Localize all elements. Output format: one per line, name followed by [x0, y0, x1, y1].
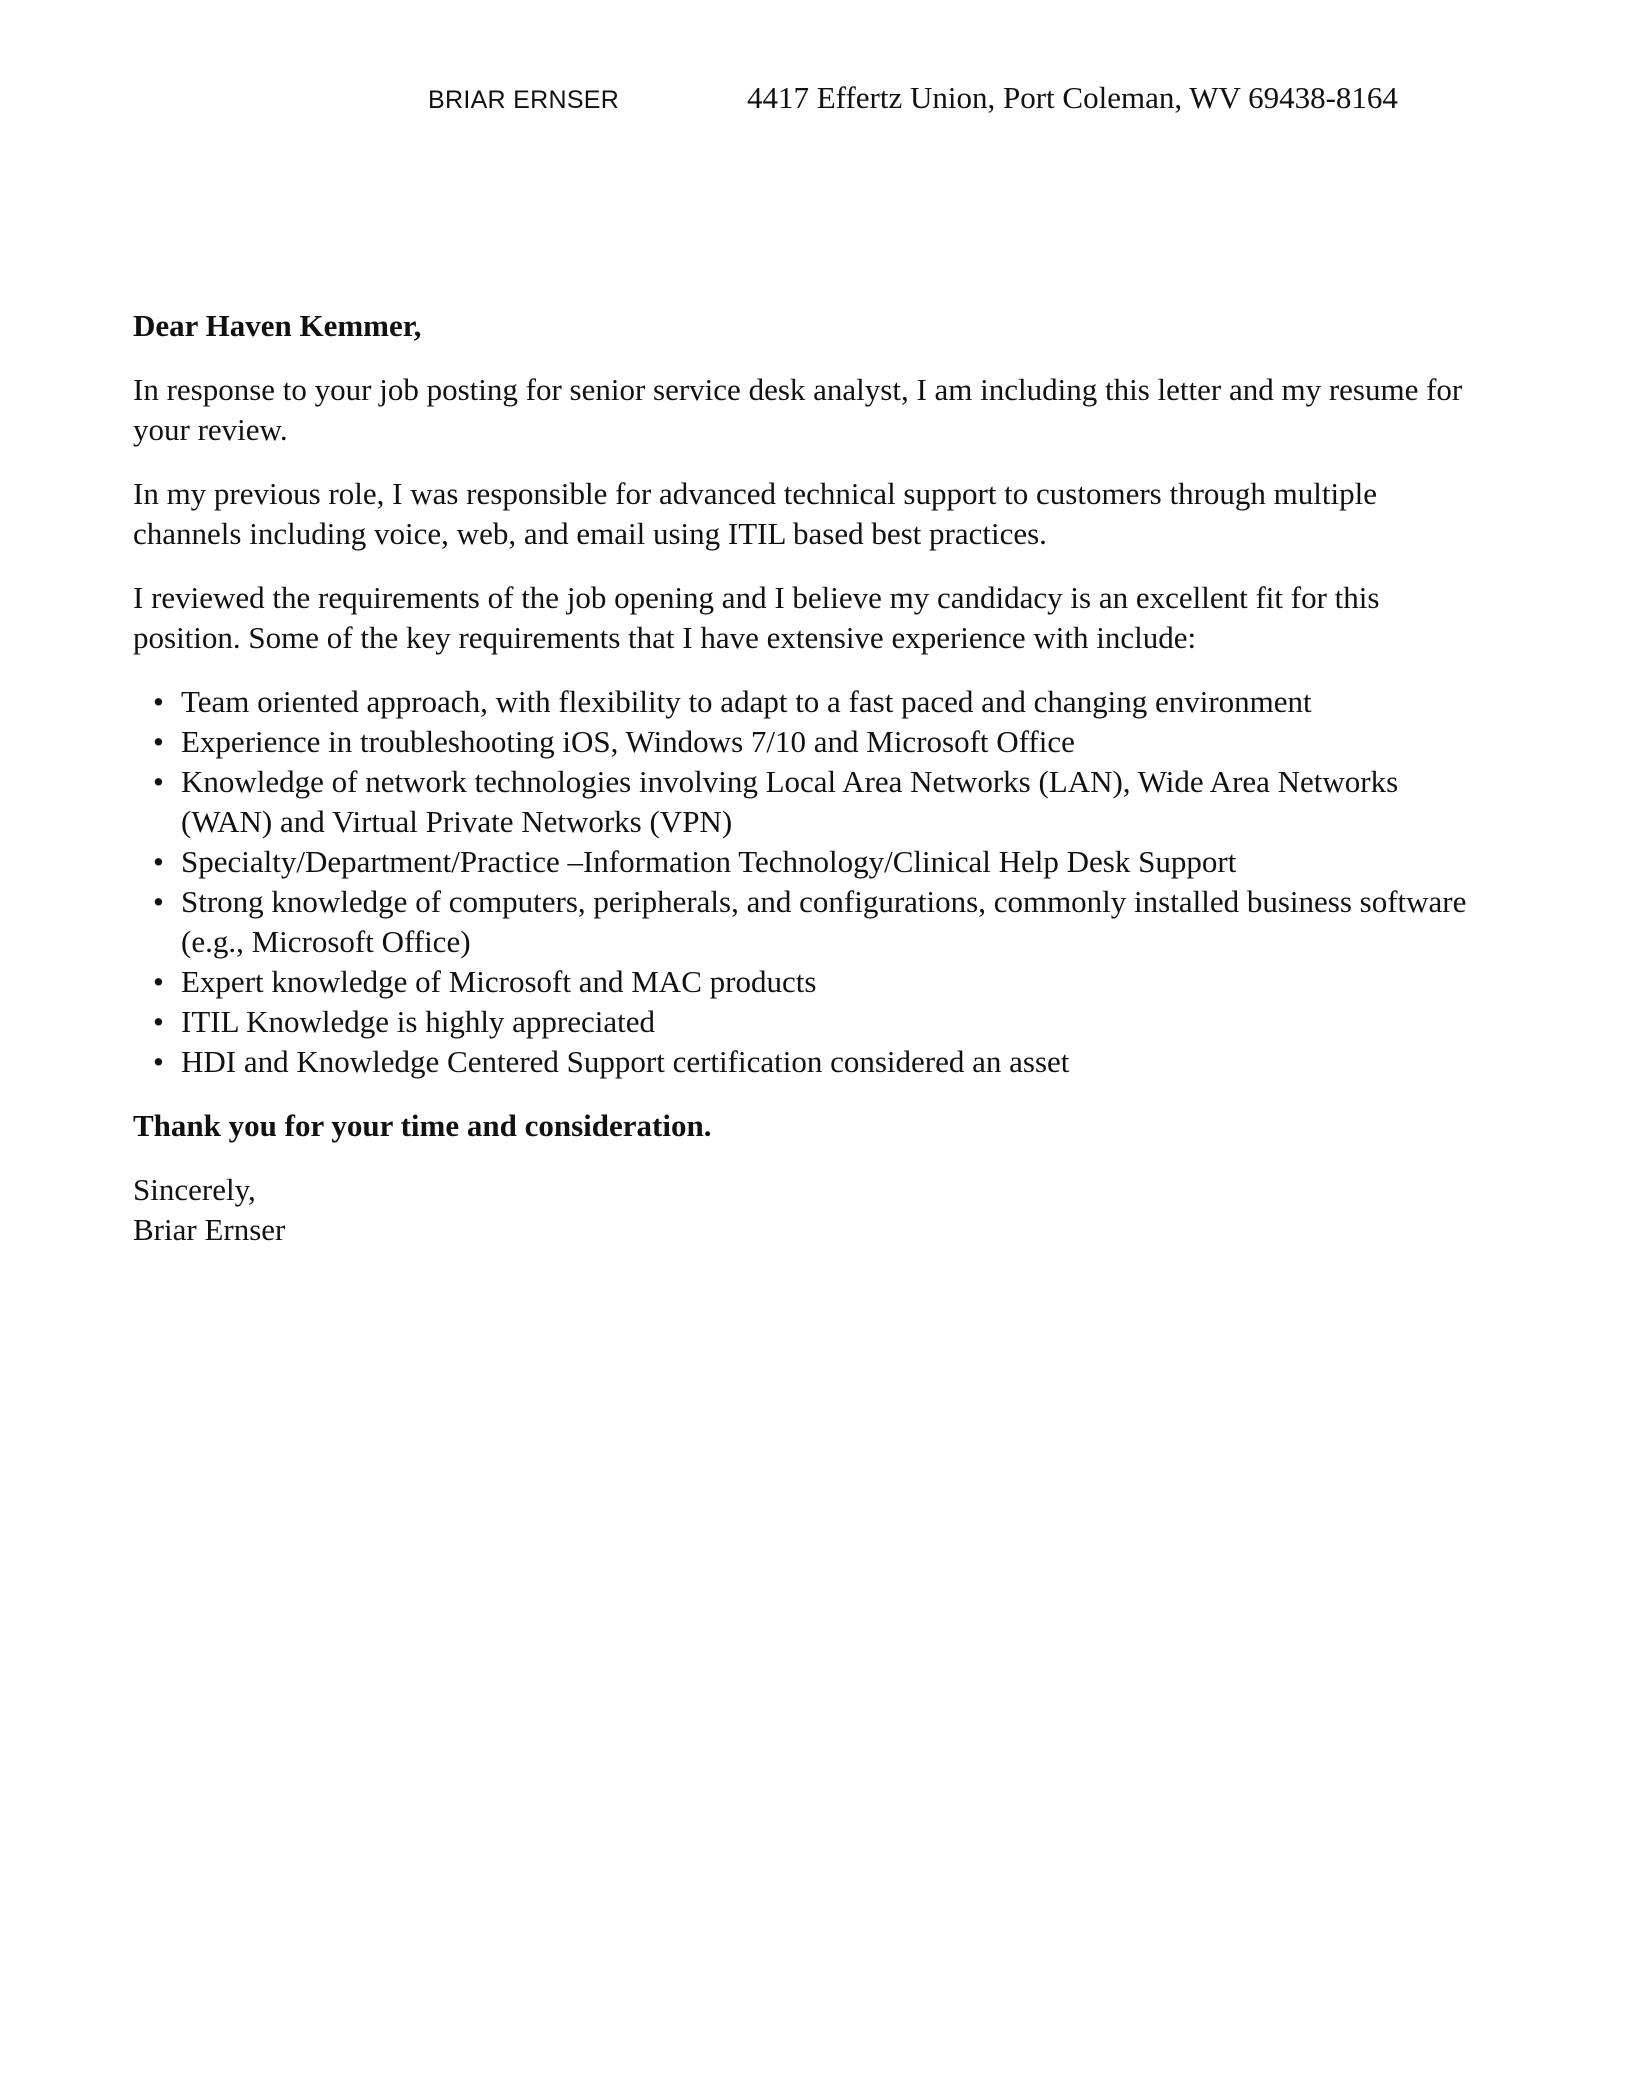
list-item: • Team oriented approach, with flexibility to adapt to a fast paced and changing environment — [181, 682, 1493, 722]
paragraph-intro: In response to your job posting for senior service desk analyst, I am including this letter and my resume for your review. — [133, 372, 1463, 447]
sender-name: BRIAR ERNSER — [428, 86, 620, 114]
signature-name: Briar Ernser — [133, 1212, 286, 1247]
signoff-text: Sincerely, — [133, 1172, 256, 1207]
list-item: • Knowledge of network technologies involving Local Area Networks (LAN), Wide Area Networks (WAN) and Virtual Private Networks (VPN) — [181, 762, 1493, 842]
requirements-list — [133, 682, 1493, 1082]
list-item: • Specialty/Department/Practice –Information Technology/Clinical Help Desk Support — [181, 842, 1493, 882]
letter-body — [133, 306, 1493, 1250]
list-item: • Expert knowledge of Microsoft and MAC products — [181, 962, 1493, 1002]
signoff — [133, 1170, 1493, 1250]
letter-header — [0, 80, 1632, 120]
paragraph-requirements-intro: I reviewed the requirements of the job opening and I believe my candidacy is an excellent fit for this position. Some of the key requirements that I have extensive experience with include: — [133, 580, 1380, 655]
list-item: • HDI and Knowledge Centered Support certification considered an asset — [181, 1042, 1493, 1082]
sender-address: 4417 Effertz Union, Port Coleman, WV 69438-8164 — [747, 80, 1398, 115]
paragraph-previous-role: In my previous role, I was responsible for advanced technical support to customers through multiple channels including voice, web, and email using ITIL based best practices. — [133, 476, 1377, 551]
closing-line: Thank you for your time and consideration. — [133, 1108, 712, 1143]
salutation: Dear Haven Kemmer, — [133, 308, 422, 343]
list-item: • Strong knowledge of computers, peripherals, and configurations, commonly installed business software (e.g., Microsoft Office) — [181, 882, 1493, 962]
list-item: • ITIL Knowledge is highly appreciated — [181, 1002, 1493, 1042]
list-item: • Experience in troubleshooting iOS, Windows 7/10 and Microsoft Office — [181, 722, 1493, 762]
